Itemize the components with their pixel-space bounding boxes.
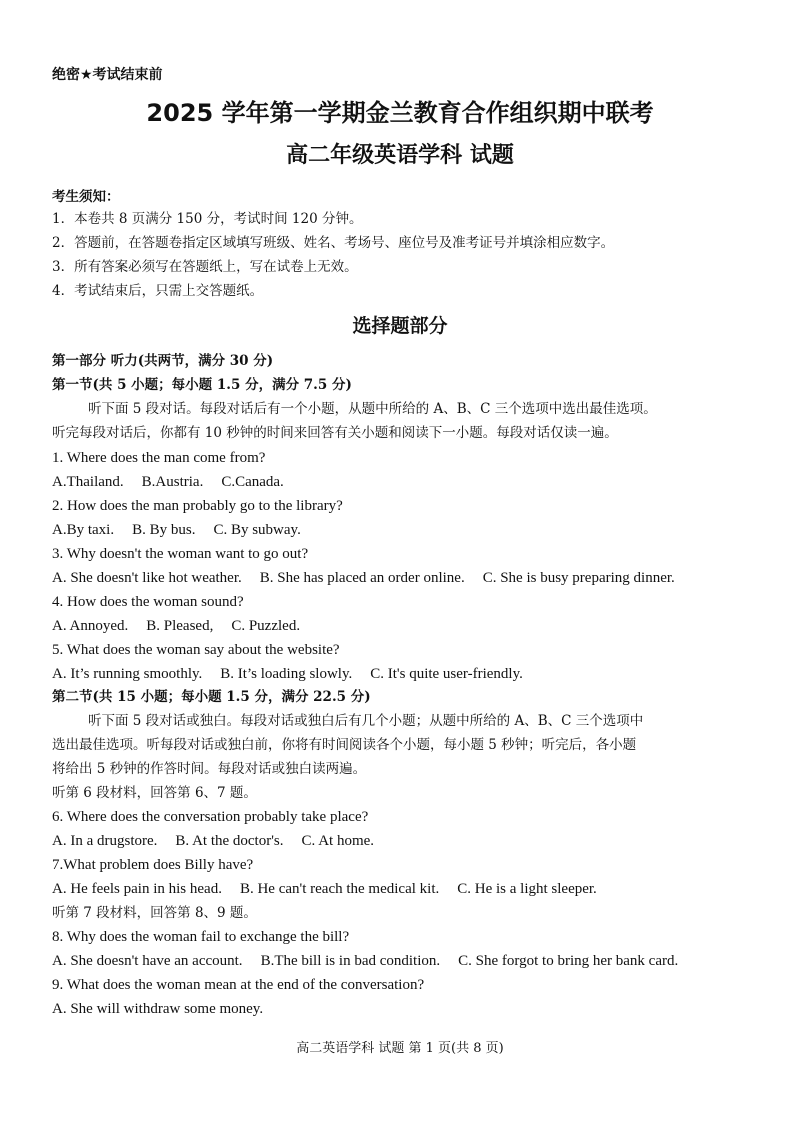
option-a: A.By taxi.	[52, 522, 115, 538]
question-text: 7.What problem does Billy have?	[52, 857, 254, 873]
option-b: B.Austria.	[141, 474, 204, 490]
option-a: A. She doesn't have an account.	[52, 953, 243, 969]
option-b: B. It’s loading slowly.	[220, 666, 353, 682]
option-b: B.The bill is in bad condition.	[260, 953, 441, 969]
exam-title: 2025 学年第一学期金兰教育合作组织期中联考	[146, 99, 654, 127]
question-options	[52, 880, 760, 898]
option-a: A. She will withdraw some money.	[52, 1001, 264, 1017]
question-text: 8. Why does the woman fail to exchange the bill?	[52, 929, 350, 945]
confidential-label: 绝密★考试结束前	[52, 67, 163, 83]
option-c: C. He is a light sleeper.	[457, 881, 597, 897]
option-c: C.Canada.	[221, 474, 284, 490]
option-c: C. It's quite user-friendly.	[370, 666, 523, 682]
question-options	[52, 473, 760, 491]
option-a: A. Annoyed.	[52, 618, 129, 634]
sec2-instruction: 将给出 5 秒钟的作答时间。每段对话或独白读两遍。	[52, 761, 367, 777]
notice-heading: 考生须知：	[52, 189, 120, 205]
option-c: C. She forgot to bring her bank card.	[458, 953, 679, 969]
part1-heading: 第一部分 听力(共两节，满分 30 分)	[52, 353, 274, 369]
sec1-instruction: 听下面 5 段对话。每段对话后有一个小题，从题中所给的 A、B、C 三个选项中选出最佳选项。	[88, 401, 657, 417]
sec2-instruction: 选出最佳选项。听每段对话或独白前，你将有时间阅读各个小题，每小题 5 秒钟；听完后，各小题	[52, 737, 637, 753]
question-options	[52, 1000, 760, 1018]
sec2-heading: 第二节(共 15 小题；每小题 1.5 分，满分 22.5 分)	[52, 689, 371, 705]
option-a: A.Thailand.	[52, 474, 124, 490]
option-b: B. She has placed an order online.	[259, 570, 465, 586]
sec1-instruction: 听完每段对话后，你都有 10 秒钟的时间来回答有关小题和阅读下一小题。每段对话仅读一遍。	[52, 425, 618, 441]
section-title: 选择题部分	[352, 315, 448, 337]
notice-item: 1．本卷共 8 页满分 150 分，考试时间 120 分钟。	[52, 211, 363, 227]
option-a: A. It’s running smoothly.	[52, 666, 203, 682]
option-c: C. At home.	[301, 833, 375, 849]
question-options	[52, 617, 760, 635]
option-b: B. By bus.	[132, 522, 196, 538]
option-b: B. Pleased,	[146, 618, 214, 634]
option-a: A. In a drugstore.	[52, 833, 158, 849]
sec1-heading: 第一节(共 5 小题；每小题 1.5 分，满分 7.5 分)	[52, 377, 352, 393]
notice-item: 2．答题前，在答题卷指定区域填写班级、姓名、考场号、座位号及准考证号并填涂相应数字。	[52, 235, 615, 251]
page-footer: 高二英语学科 试题 第 1 页(共 8 页)	[296, 1041, 504, 1056]
option-c: C. Puzzled.	[231, 618, 301, 634]
option-a: A. She doesn't like hot weather.	[52, 570, 242, 586]
material-label: 听第 6 段材料，回答第 6、7 题。	[52, 785, 257, 801]
question-text: 2. How does the man probably go to the library?	[52, 498, 343, 514]
question-text: 9. What does the woman mean at the end of the conversation?	[52, 977, 425, 993]
option-c: C. She is busy preparing dinner.	[482, 570, 675, 586]
material-label: 听第 7 段材料，回答第 8、9 题。	[52, 905, 257, 921]
question-options	[52, 569, 760, 587]
option-b: B. He can't reach the medical kit.	[239, 881, 440, 897]
option-a: A. He feels pain in his head.	[52, 881, 222, 897]
question-options	[52, 521, 760, 539]
option-c: C. By subway.	[213, 522, 301, 538]
notice-item: 3．所有答案必须写在答题纸上，写在试卷上无效。	[52, 259, 358, 275]
question-text: 1. Where does the man come from?	[52, 450, 266, 466]
notice-item: 4．考试结束后，只需上交答题纸。	[52, 283, 264, 299]
question-text: 3. Why doesn't the woman want to go out?	[52, 546, 309, 562]
sec2-instruction: 听下面 5 段对话或独白。每段对话或独白后有几个小题；从题中所给的 A、B、C 三个选项中	[88, 713, 644, 729]
question-text: 5. What does the woman say about the website?	[52, 642, 340, 658]
option-b: B. At the doctor's.	[175, 833, 284, 849]
question-text: 6. Where does the conversation probably take place?	[52, 809, 369, 825]
question-options	[52, 832, 760, 850]
exam-subtitle: 高二年级英语学科 试题	[286, 143, 514, 168]
question-options	[52, 952, 760, 970]
question-text: 4. How does the woman sound?	[52, 594, 244, 610]
question-options	[52, 665, 760, 683]
